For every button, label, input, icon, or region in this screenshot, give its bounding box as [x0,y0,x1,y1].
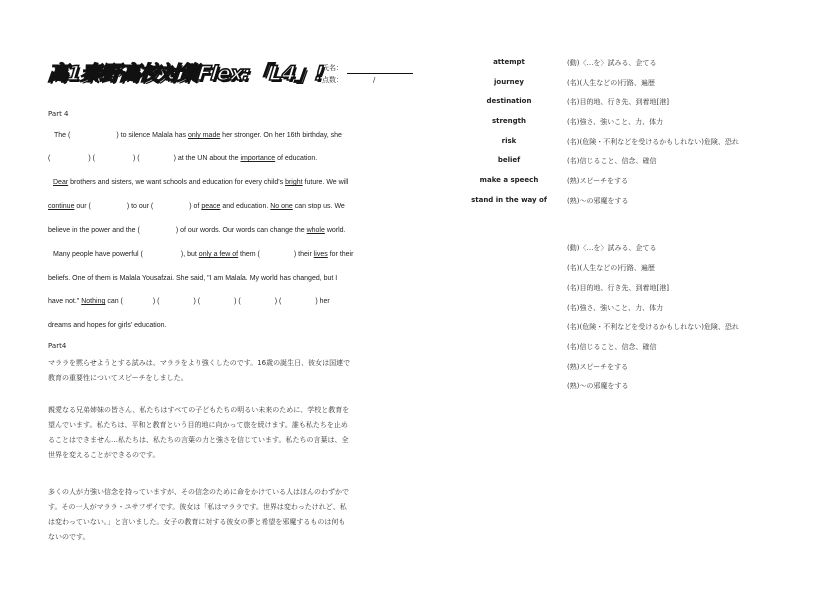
underlined-phrase: Nothing [81,298,106,305]
vocab-word-risk: risk [501,137,517,145]
jp-line: は変わっていない。」と言いました。女子の教育に対する彼女の夢と希望を邪魔するものは何も [48,518,346,526]
english-line-3 [53,179,398,186]
part-jp-heading: Part4 [48,342,67,350]
text: ( [48,155,51,162]
vocab-word-belief: belief [497,156,521,164]
jp-line: 望んでいます。私たちは、平和と教育という目的地に向かって旅を続けます。誰も私たちを止め [48,421,348,429]
vocab-meaning: (名)(人生などの)行路、遍歴 [567,79,655,87]
text: for their [327,251,354,258]
text: ) of our words. Our words can change the [175,227,307,234]
text: ) to our ( [126,203,154,210]
vocab-word-journey: journey [494,78,524,86]
jp-line: ることはできません…私たちは、私たちの言葉の力と強さを信じています。私たちの言葉は、全 [48,436,349,444]
vocab-word-stand-in-the-way-of: stand in the way of [471,196,547,204]
vocab-word-make-a-speech: make a speech [479,176,539,184]
jp-line: 多くの人が力強い信念を持っていますが、その信念のために命をかけている人はほんのわずかで [48,488,349,496]
english-line-9 [48,322,393,329]
underlined-phrase: No one [270,203,293,210]
vocab-meaning-repeat: (名)(危険・不利などを受けるかもしれない)危険、恐れ [567,323,739,331]
underlined-phrase: continue [48,203,75,210]
part-en-heading: Part 4 [48,110,69,118]
vocab-meaning: (名)信じること、信念、確信 [567,157,657,165]
underlined-phrase: only a few of [198,251,239,258]
text: beliefs. One of them is Malala Yousafzai. She said, "I am Malala. My world has changed, but I [48,275,338,282]
vocab-meaning-repeat: (名)強さ、強いこと、力、体力 [567,304,664,312]
text: of education. [275,155,318,162]
score-slash: / [373,76,376,84]
jp-line: マララを黙らせようとする試みは、マララをより強くしたのです。16歳の誕生日、彼女は国連で [48,359,351,367]
english-line-4 [48,203,393,210]
name-score-box [322,62,413,86]
jp-line: 親愛なる兄弟姉妹の皆さん、私たちはすべての子どもたちの明るい未来のために、学校と教育を [48,406,350,414]
text: them ( [238,251,260,258]
text: ) her [315,298,330,305]
vocab-meaning-repeat: (熟)～の邪魔をする [567,382,629,390]
text: world. [324,227,346,234]
text: ) ( [274,298,282,305]
text: Many people have powerful ( [53,251,143,258]
text: can stop us. We [292,203,345,210]
underlined-phrase: whole [306,227,325,234]
text: and education. [220,203,271,210]
vocab-meaning: (名)強さ、強いこと、力、体力 [567,118,664,126]
english-line-7 [48,275,393,282]
english-line-2 [48,155,393,162]
text: The ( [54,132,71,139]
worksheet-title: 高1秦野高校対策Flex:「L4」! [46,61,325,85]
text: ) of [189,203,202,210]
text: can ( [105,298,123,305]
text: ) ( [132,155,140,162]
english-line-5 [48,227,393,234]
score-label: 点数： [322,76,343,84]
english-line-6 [53,251,398,258]
text: believe in the power and the ( [48,227,140,234]
vocab-word-strength: strength [491,117,527,125]
jp-line: 世界を変えることができるのです。 [48,451,160,459]
text: ) their [293,251,314,258]
text: dreams and hopes for girls' education. [48,322,167,329]
jp-line: 教育の重要性についてスピーチをしました。 [48,374,188,382]
score-row [322,74,413,86]
underlined-phrase: Dear [53,179,69,186]
text: ) ( [234,298,241,305]
vocab-meaning-repeat: (名)目的地、行き先、到着地[港] [567,284,669,292]
vocab-meaning-repeat: (動)〈…を〉試みる、企てる [567,244,657,252]
text: ), but [180,251,199,258]
underlined-phrase: lives [313,251,328,258]
vocab-meaning-repeat: (名)信じること、信念、確信 [567,343,657,351]
english-line-8 [48,298,393,305]
name-label: 氏名： [322,64,343,72]
vocab-meaning-repeat: (熟)スピーチをする [567,363,629,371]
vocab-meaning: (名)(危険・不利などを受けるかもしれない)危険、恐れ [567,138,739,146]
underlined-phrase: importance [240,155,276,162]
japanese-paragraph-2 [48,403,393,463]
text: ) ( [88,155,95,162]
underlined-phrase: peace [201,203,221,210]
jp-line: ないのです。 [48,533,90,541]
text: ) ( [152,298,160,305]
jp-line: す。その一人がマララ・ユサフザイです。彼女は「私はマララです。世界は変わったけれど、私 [48,503,347,511]
text: ) to silence Malala has [116,132,188,139]
vocab-meaning: (熟)スピーチをする [567,177,629,185]
vocab-meaning: (熟)～の邪魔をする [567,197,629,205]
text: ) ( [193,298,201,305]
vocab-word-destination: destination [486,97,532,105]
text: future. We will [302,179,349,186]
vocab-meaning: (名)目的地、行き先、到着地[港] [567,98,669,106]
text: brothers and sisters, we want schools and education for every child's [68,179,286,186]
text: ) at the UN about the [173,155,241,162]
vocab-meaning-repeat: (名)(人生などの)行路、遍歴 [567,264,655,272]
name-line [347,65,413,74]
text: her stronger. On her 16th birthday, she [220,132,342,139]
vocab-meaning: (動)〈…を〉試みる、企てる [567,59,657,67]
japanese-paragraph-1 [48,356,393,386]
japanese-paragraph-3 [48,485,393,545]
text: our ( [74,203,91,210]
underlined-phrase: only made [187,132,221,139]
vocab-word-attempt: attempt [493,58,525,66]
underlined-phrase: bright [285,179,303,186]
english-line-1 [54,132,399,139]
text: have not." [48,298,82,305]
name-row [322,62,413,74]
